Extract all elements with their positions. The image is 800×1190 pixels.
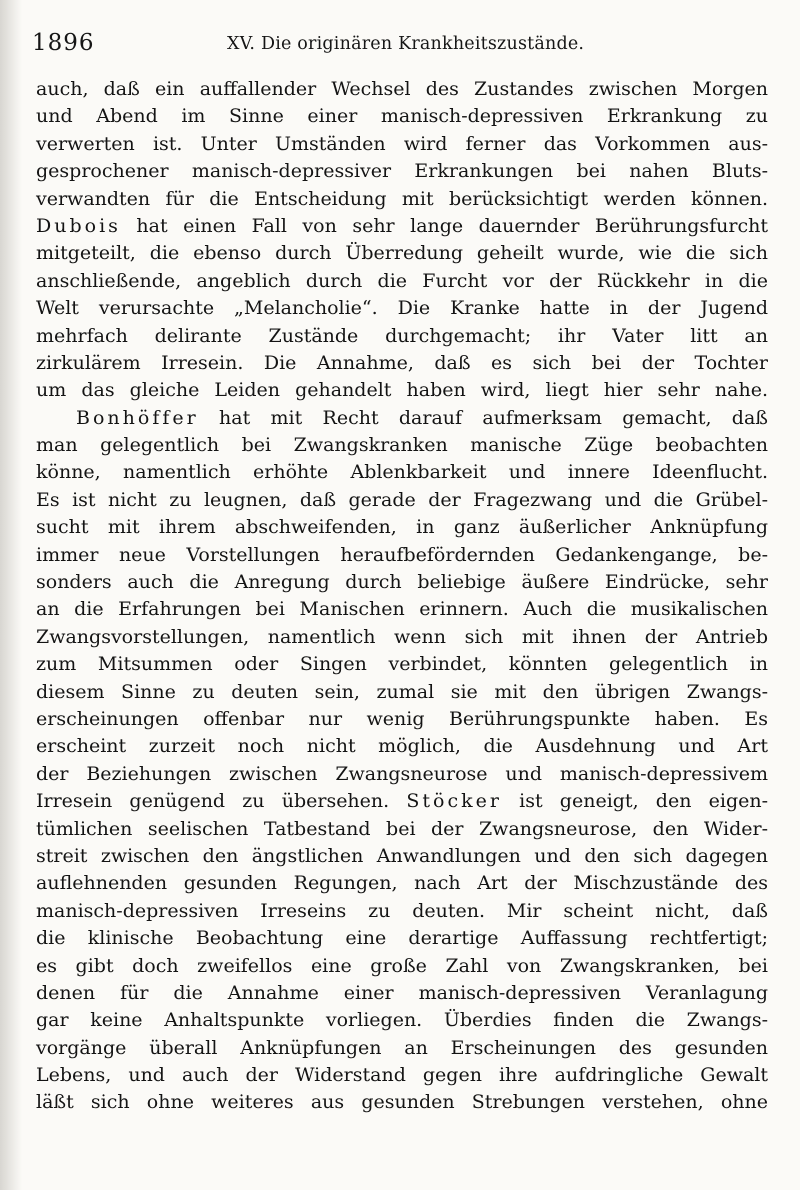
text-segment: mehrfach delirante Zustände durchgemacht; ihr Vater litt an xyxy=(36,324,768,347)
author-name: Stöcker xyxy=(406,790,502,813)
text-segment: auch, daß ein auffallender Wechsel des Zustandes zwischen Morgen xyxy=(36,78,768,100)
text-line xyxy=(36,487,768,514)
text-line xyxy=(36,569,768,596)
text-segment: gar keine Anhaltspunkte vorliegen. Überdies finden die Zwangs- xyxy=(36,1009,768,1032)
text-line xyxy=(36,596,768,623)
text-line xyxy=(36,432,768,459)
text-segment: Zwangsvorstellungen, namentlich wenn sich mit ihnen der Antrieb xyxy=(36,625,768,648)
text-segment: ist geneigt, den eigen- xyxy=(501,790,769,813)
text-line xyxy=(36,1035,768,1062)
text-line xyxy=(36,213,768,240)
text-line xyxy=(36,1007,768,1034)
text-segment: die klinische Beobachtung eine derartige Auffassung rechtfertigt; xyxy=(36,927,768,950)
text-line xyxy=(36,268,768,295)
text-segment: der Beziehungen zwischen Zwangsneurose und manisch-depressivem xyxy=(36,762,768,785)
text-segment: um das gleiche Leiden gehandelt haben wird, liegt hier sehr nahe. xyxy=(36,379,768,402)
text-line xyxy=(36,679,768,706)
text-segment: streit zwischen den ängstlichen Anwandlungen und den sich dagegen xyxy=(36,844,768,867)
text-line xyxy=(36,1089,768,1116)
text-line xyxy=(36,1062,768,1089)
text-line xyxy=(36,240,768,267)
text-segment: tümlichen seelischen Tatbestand bei der Zwangsneurose, den Wider- xyxy=(36,817,768,840)
text-segment: Welt verursachte „Melancholie“. Die Kranke hatte in der Jugend xyxy=(36,297,768,320)
text-line xyxy=(36,186,768,213)
text-line xyxy=(36,733,768,760)
text-segment: verwandten für die Entscheidung mit berücksichtigt werden können. xyxy=(36,187,768,210)
text-segment: läßt sich ohne weiteres aus gesunden Strebungen verstehen, ohne xyxy=(36,1091,768,1114)
text-line xyxy=(36,76,768,103)
text-line xyxy=(36,953,768,980)
text-line xyxy=(36,706,768,733)
text-line xyxy=(36,459,768,486)
text-line xyxy=(36,651,768,678)
text-segment: erscheinungen offenbar nur wenig Berührungspunkte haben. Es xyxy=(36,707,768,730)
text-segment: anschließende, angeblich durch die Furcht vor der Rückkehr in die xyxy=(36,269,768,292)
body-text xyxy=(36,76,768,1117)
text-line xyxy=(36,980,768,1007)
text-segment: könne, namentlich erhöhte Ablenkbarkeit und innere Ideenflucht. xyxy=(36,461,768,484)
text-segment: Irresein genügend zu übersehen. xyxy=(36,790,407,813)
text-line xyxy=(36,405,768,432)
text-segment: hat einen Fall von sehr lange dauernder Berührungsfurcht xyxy=(120,214,768,237)
text-line xyxy=(36,925,768,952)
text-segment: immer neue Vorstellungen heraufbefördernden Gedankengange, be- xyxy=(36,543,768,566)
text-line xyxy=(36,816,768,843)
author-name: Bonhöffer xyxy=(76,406,199,429)
text-line xyxy=(36,295,768,322)
text-segment: sonders auch die Anregung durch beliebige äußere Eindrücke, sehr xyxy=(36,571,768,594)
text-line xyxy=(36,624,768,651)
text-line xyxy=(36,761,768,788)
text-segment: denen für die Annahme einer manisch-depressiven Veranlagung xyxy=(36,981,768,1004)
page-header xyxy=(32,30,762,60)
text-segment: zum Mitsummen oder Singen verbindet, könnten gelegentlich in xyxy=(36,653,768,676)
text-segment: Es ist nicht zu leugnen, daß gerade der Fragezwang und die Grübel- xyxy=(36,488,768,511)
text-segment: erscheint zurzeit noch nicht möglich, die Ausdehnung und Art xyxy=(36,735,768,758)
text-line xyxy=(36,323,768,350)
text-segment: Lebens, und auch der Widerstand gegen ihre aufdringliche Gewalt xyxy=(36,1064,768,1087)
text-line xyxy=(36,843,768,870)
author-name: Dubois xyxy=(36,214,121,237)
text-line xyxy=(36,350,768,377)
text-segment: an die Erfahrungen bei Manischen erinnern. Auch die musikalischen xyxy=(36,598,768,621)
text-line xyxy=(36,514,768,541)
text-segment: es gibt doch zweifellos eine große Zahl von Zwangskranken, bei xyxy=(36,954,768,977)
text-segment: und Abend im Sinne einer manisch-depressiven Erkrankung zu xyxy=(36,105,768,128)
text-segment: sucht mit ihrem abschweifenden, in ganz äußerlicher Anknüpfung xyxy=(36,516,768,539)
text-segment: man gelegentlich bei Zwangskranken manische Züge beobachten xyxy=(36,434,768,457)
text-segment: zirkulärem Irresein. Die Annahme, daß es sich bei der Tochter xyxy=(36,351,768,374)
text-line xyxy=(36,788,768,815)
text-line xyxy=(36,158,768,185)
text-line xyxy=(36,870,768,897)
text-segment: verwerten ist. Unter Umständen wird ferner das Vorkommen aus- xyxy=(36,132,768,155)
text-line xyxy=(36,898,768,925)
text-segment: gesprochener manisch-depressiver Erkrankungen bei nahen Bluts- xyxy=(36,160,768,183)
text-line xyxy=(36,377,768,404)
text-segment: manisch-depressiven Irreseins zu deuten. Mir scheint nicht, daß xyxy=(36,899,768,922)
text-line xyxy=(36,542,768,569)
text-segment: diesem Sinne zu deuten sein, zumal sie mit den übrigen Zwangs- xyxy=(36,680,768,703)
page-number: 1896 xyxy=(32,30,95,56)
text-line xyxy=(36,103,768,130)
running-head: XV. Die originären Krankheitszustände. xyxy=(227,34,585,54)
text-segment: vorgänge überall Anknüpfungen an Erscheinungen des gesunden xyxy=(36,1036,768,1059)
text-segment: mitgeteilt, die ebenso durch Überredung geheilt wurde, wie die sich xyxy=(36,242,768,265)
text-segment: hat mit Recht darauf aufmerksam gemacht, daß xyxy=(198,406,768,429)
text-segment: auflehnenden gesunden Regungen, nach Art der Mischzustände des xyxy=(36,872,768,895)
text-line xyxy=(36,131,768,158)
